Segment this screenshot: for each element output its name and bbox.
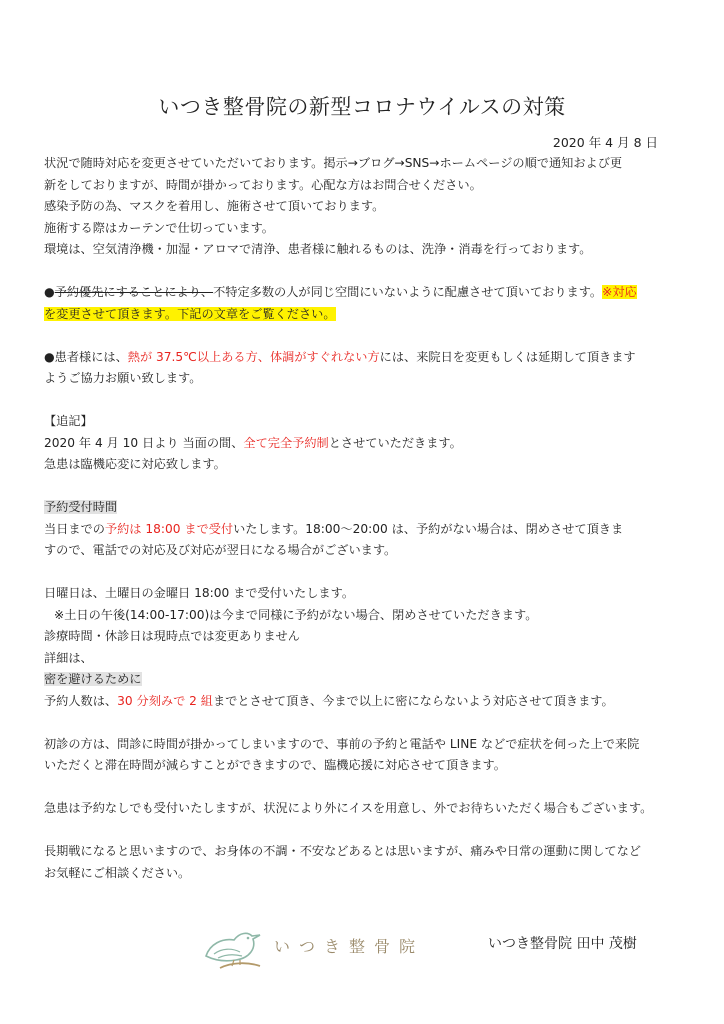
addendum-line: 急患は臨機応変に対応致します。 [44, 457, 226, 471]
reservation-heading [44, 497, 684, 519]
red-emphasis: 全て完全予約制 [243, 435, 329, 450]
red-emphasis: 熱が 37.5℃以上ある方、体調がすぐれない方 [127, 349, 380, 364]
highlighted-text: ※対応 [602, 285, 637, 299]
intro-line: 感染予防の為、マスクを着用し、施術させて頂いております。 [44, 199, 385, 213]
intro-line: 状況で随時対応を変更させていただいております。掲示→ブログ→SNS→ホームページの順で通知および更 [44, 156, 623, 170]
bullet-notice-1 [44, 282, 684, 304]
notice-text: には、来院日を変更もしくは延期して頂きます [379, 349, 636, 364]
intro-line: 環境は、空気清浄機・加湿・アロマで清浄、患者様に触れるものは、洗浄・消毒を行っております。 [44, 242, 592, 256]
reservation-text: いたします。18:00～20:00 は、予約がない場合は、閉めさせて頂きま [233, 521, 624, 536]
section-label: 予約受付時間 [44, 500, 118, 514]
closing-line: お気軽にご相談ください。 [44, 865, 191, 880]
notice-text: 患者様には、 [54, 349, 128, 364]
reservation-line [44, 519, 684, 541]
addendum-text: 2020 年 4 月 10 日より 当面の間、 [44, 435, 244, 450]
first-visit-line: 初診の方は、問診に時間が掛かってしまいますので、事前の予約と電話や LINE などで症状を伺った上で来院 [44, 736, 640, 751]
bird-logo-icon [196, 918, 274, 974]
weekend-note: ※土日の午後(14:00-17:00)は今まで同様に予約がない場合、閉めさせていただきます。 [54, 607, 538, 622]
struck-text: 予約優先にすることにより、 [54, 285, 214, 299]
signature: いつき整骨院 田中 茂樹 [488, 936, 637, 952]
emergency-line: 急患は予約なしでも受付いたしますが、状況により外にイスを用意し、外でお待ちいただく場合もございます。 [44, 801, 653, 815]
highlighted-text: を変更させて頂きます。下記の文章をご覧ください。 [44, 306, 336, 321]
bullet-marker: ● [44, 285, 55, 299]
intro-line: 新をしておりますが、時間が掛かっております。心配な方はお問合せください。 [44, 177, 482, 192]
bullet-notice-2-cont: ようご協力お願い致します。 [44, 371, 202, 385]
bullet-marker: ● [44, 349, 55, 364]
notice-text: 不特定多数の人が同じ空間にいないように配慮させて頂いております。 [213, 285, 603, 299]
logo-text: いつき整骨院 [274, 937, 425, 956]
addendum-line [44, 433, 684, 455]
red-emphasis: 予約は 18:00 まで受付 [104, 521, 234, 536]
reservation-text: 当日までの [44, 521, 105, 536]
details-line: 詳細は、 [44, 650, 93, 665]
hours-line: 診療時間・休診日は現時点では変更ありません [44, 629, 300, 643]
bullet-notice-2 [44, 347, 684, 369]
addendum-text: とさせていただきます。 [328, 435, 462, 450]
first-visit-line: いただくと滞在時間が減らすことができますので、臨機応援に対応させて頂きます。 [44, 758, 506, 772]
density-text: までとさせて頂き、今まで以上に密にならないよう対応させて頂きます。 [212, 693, 614, 708]
document-date: 2020 年 4 月 8 日 [552, 135, 658, 150]
addendum-heading: 【追記】 [44, 414, 93, 428]
document-body [44, 153, 684, 884]
reservation-line: すので、電話での対応及び対応が翌日になる場合がございます。 [44, 543, 397, 557]
section-label: 密を避けるために [44, 672, 142, 686]
density-line [44, 691, 684, 713]
density-text: 予約人数は、 [44, 693, 118, 708]
bullet-notice-1-cont [44, 304, 684, 326]
closing-line: 長期戦になると思いますので、お身体の不調・不安などあるとは思いますが、痛みや日常の運動に関してなど [44, 844, 641, 858]
density-heading [44, 669, 684, 691]
intro-line: 施術する際はカーテンで仕切っています。 [44, 220, 274, 235]
sunday-line: 日曜日は、土曜日の金曜日 18:00 まで受付いたします。 [44, 586, 355, 600]
clinic-logo [196, 918, 436, 974]
page-title: いつき整骨院の新型コロナウイルスの対策 [158, 95, 566, 119]
footer [0, 918, 724, 978]
red-emphasis: 30 分刻みで 2 組 [117, 693, 213, 708]
